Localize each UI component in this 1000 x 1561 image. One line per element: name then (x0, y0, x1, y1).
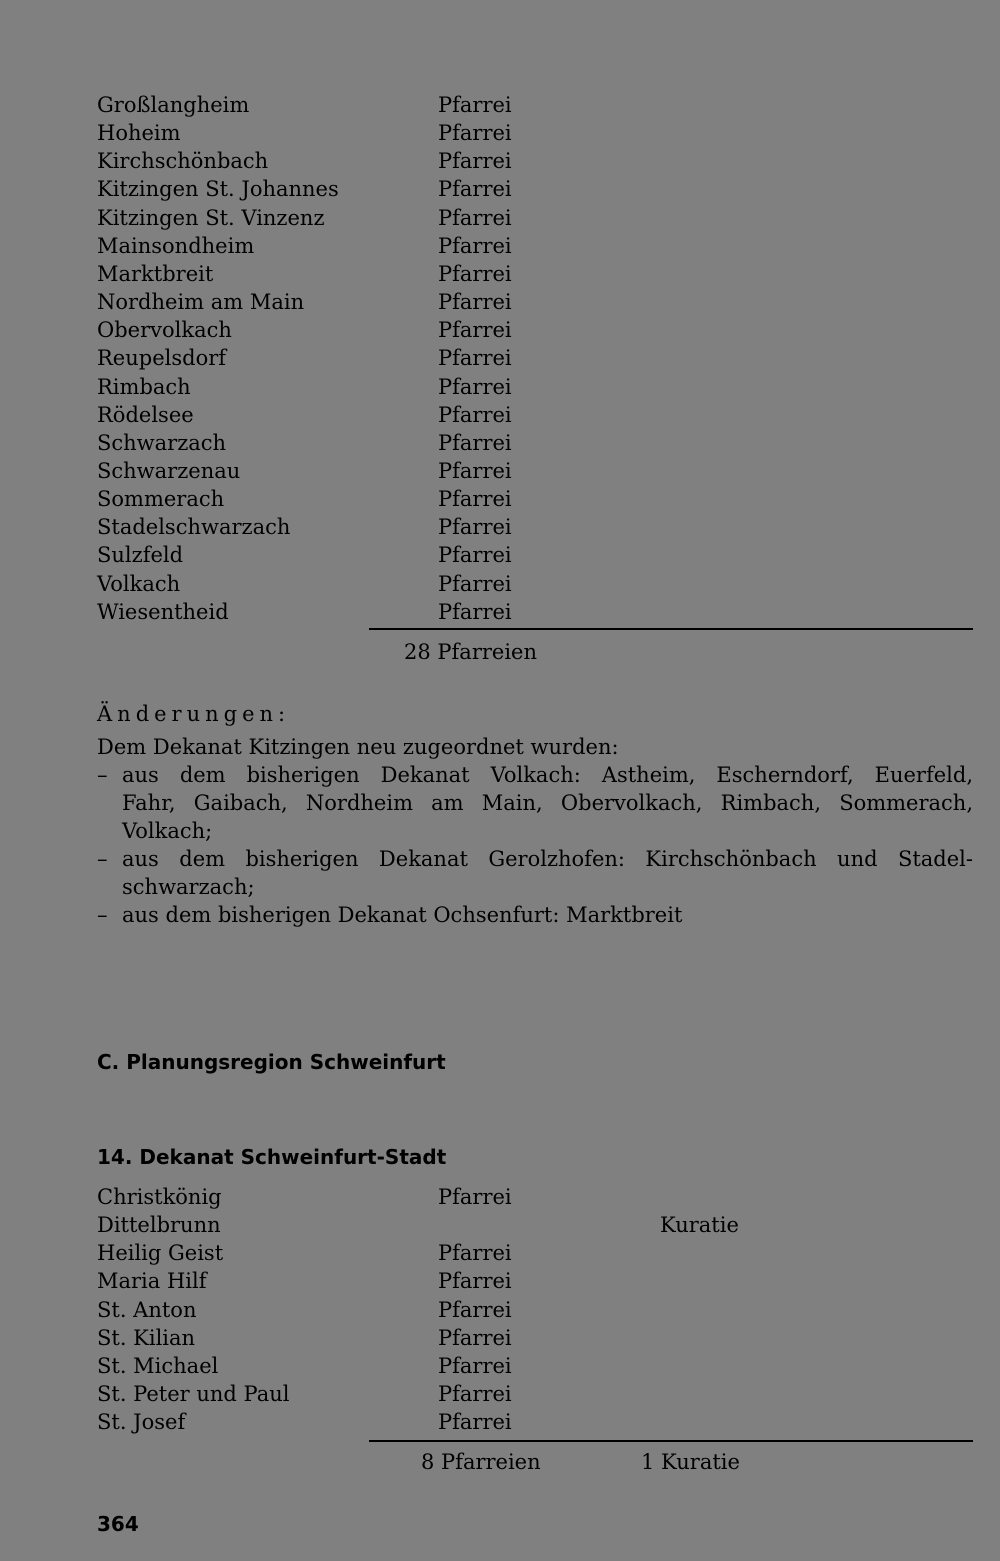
list-dash: – (97, 903, 108, 927)
parish-type: Pfarrei (438, 487, 512, 512)
list-item (0, 541, 1000, 569)
place-name: Großlangheim (97, 93, 250, 117)
total-kuratie: 1 Kuratie (641, 1450, 740, 1474)
list-dash: – (97, 763, 108, 787)
list-item (0, 1324, 1000, 1352)
changes-heading: Änderungen: (97, 702, 291, 726)
list-item (0, 1267, 1000, 1295)
parish-type: Pfarrei (438, 93, 512, 117)
list-item (0, 598, 1000, 626)
change-item-line: aus dem bisherigen Dekanat Volkach: Astheim, Escherndorf, Euerfeld, (122, 763, 973, 787)
place-name: St. Michael (97, 1353, 219, 1378)
list-item (0, 316, 1000, 344)
place-name: Kitzingen St. Vinzenz (97, 205, 325, 230)
place-name: St. Kilian (97, 1325, 196, 1350)
page-number: 364 (97, 1512, 139, 1536)
list-item (0, 429, 1000, 457)
place-name: Marktbreit (97, 261, 214, 286)
parish-type: Pfarrei (438, 599, 512, 624)
list-item (0, 570, 1000, 598)
list-item (0, 457, 1000, 485)
parish-type: Pfarrei (438, 290, 512, 315)
place-name: Wiesentheid (97, 599, 229, 624)
change-item-line: Fahr, Gaibach, Nordheim am Main, Obervolkach, Rimbach, Sommerach, (122, 791, 973, 815)
list-item (0, 260, 1000, 288)
place-name: Heilig Geist (97, 1241, 224, 1266)
parish-type: Pfarrei (438, 430, 512, 455)
parish-type: Pfarrei (438, 177, 512, 202)
change-item-line: aus dem bisherigen Dekanat Ochsenfurt: Marktbreit (122, 903, 683, 927)
place-name: Reupelsdorf (97, 346, 227, 371)
parish-type: Pfarrei (438, 1382, 512, 1407)
list-item (0, 485, 1000, 513)
place-name: Nordheim am Main (97, 290, 305, 315)
list-item (0, 513, 1000, 541)
parish-type: Pfarrei (438, 1325, 512, 1350)
place-name: St. Peter und Paul (97, 1382, 290, 1407)
place-name: Volkach (97, 571, 181, 596)
place-name: Rödelsee (97, 402, 194, 427)
parish-type: Pfarrei (438, 261, 512, 286)
parish-type: Pfarrei (438, 1297, 512, 1322)
place-name: St. Anton (97, 1297, 197, 1322)
place-name: Maria Hilf (97, 1269, 207, 1294)
place-name: Christkönig (97, 1185, 222, 1209)
parish-type: Pfarrei (438, 1269, 512, 1294)
dekanat-title: 14. Dekanat Schweinfurt-Stadt (97, 1145, 447, 1169)
list-item (0, 401, 1000, 429)
parish-type: Pfarrei (438, 346, 512, 371)
list-dash: – (97, 847, 108, 871)
list-item (0, 91, 1000, 119)
list-item (0, 147, 1000, 175)
parish-type: Pfarrei (438, 374, 512, 399)
list-item (0, 1296, 1000, 1324)
parish-type: Pfarrei (438, 1353, 512, 1378)
parish-type: Pfarrei (438, 458, 512, 483)
section-heading: C. Planungsregion Schweinfurt (97, 1050, 446, 1074)
place-name: Mainsondheim (97, 233, 255, 258)
list-item (0, 1211, 1000, 1239)
list-item (0, 1380, 1000, 1408)
parish-type: Pfarrei (438, 1241, 512, 1266)
list-item (0, 1239, 1000, 1267)
list-item (0, 288, 1000, 316)
parish-type: Pfarrei (438, 402, 512, 427)
list-item (0, 204, 1000, 232)
place-name: Kitzingen St. Johannes (97, 177, 339, 202)
list-item (0, 1352, 1000, 1380)
parish-type: Pfarrei (438, 149, 512, 174)
sum-rule (369, 628, 973, 630)
parish-type: Pfarrei (438, 121, 512, 146)
place-name: Kirchschönbach (97, 149, 269, 174)
parish-type: Pfarrei (438, 515, 512, 540)
parish-type: Pfarrei (438, 1185, 512, 1209)
list-item (0, 1183, 1000, 1211)
list-item (0, 1408, 1000, 1436)
parish-type: Pfarrei (438, 543, 512, 568)
place-name: Obervolkach (97, 318, 232, 343)
sum-rule (369, 1440, 973, 1442)
list-item (0, 373, 1000, 401)
place-name: Sommerach (97, 487, 225, 512)
kuratie-type: Kuratie (660, 1213, 739, 1238)
place-name: Schwarzenau (97, 458, 241, 483)
place-name: Schwarzach (97, 430, 227, 455)
list-item (0, 344, 1000, 372)
list-item (0, 232, 1000, 260)
list-item (0, 119, 1000, 147)
place-name: Stadelschwarzach (97, 515, 291, 540)
total-pfarreien: 28 Pfarreien (404, 640, 537, 664)
change-item-line: schwarzach; (122, 875, 255, 899)
parish-type: Pfarrei (438, 1410, 512, 1435)
change-item-line: aus dem bisherigen Dekanat Gerolzhofen: Kirchschönbach und Stadel- (122, 847, 973, 871)
place-name: St. Josef (97, 1410, 186, 1435)
parish-type: Pfarrei (438, 571, 512, 596)
total-pfarreien: 8 Pfarreien (421, 1450, 541, 1474)
parish-type: Pfarrei (438, 318, 512, 343)
parish-type: Pfarrei (438, 205, 512, 230)
place-name: Hoheim (97, 121, 181, 146)
place-name: Sulzfeld (97, 543, 184, 568)
list-item (0, 175, 1000, 203)
changes-intro: Dem Dekanat Kitzingen neu zugeordnet wurden: (97, 735, 619, 759)
parish-type: Pfarrei (438, 233, 512, 258)
change-item-line: Volkach; (122, 819, 213, 843)
place-name: Dittelbrunn (97, 1213, 221, 1238)
place-name: Rimbach (97, 374, 191, 399)
